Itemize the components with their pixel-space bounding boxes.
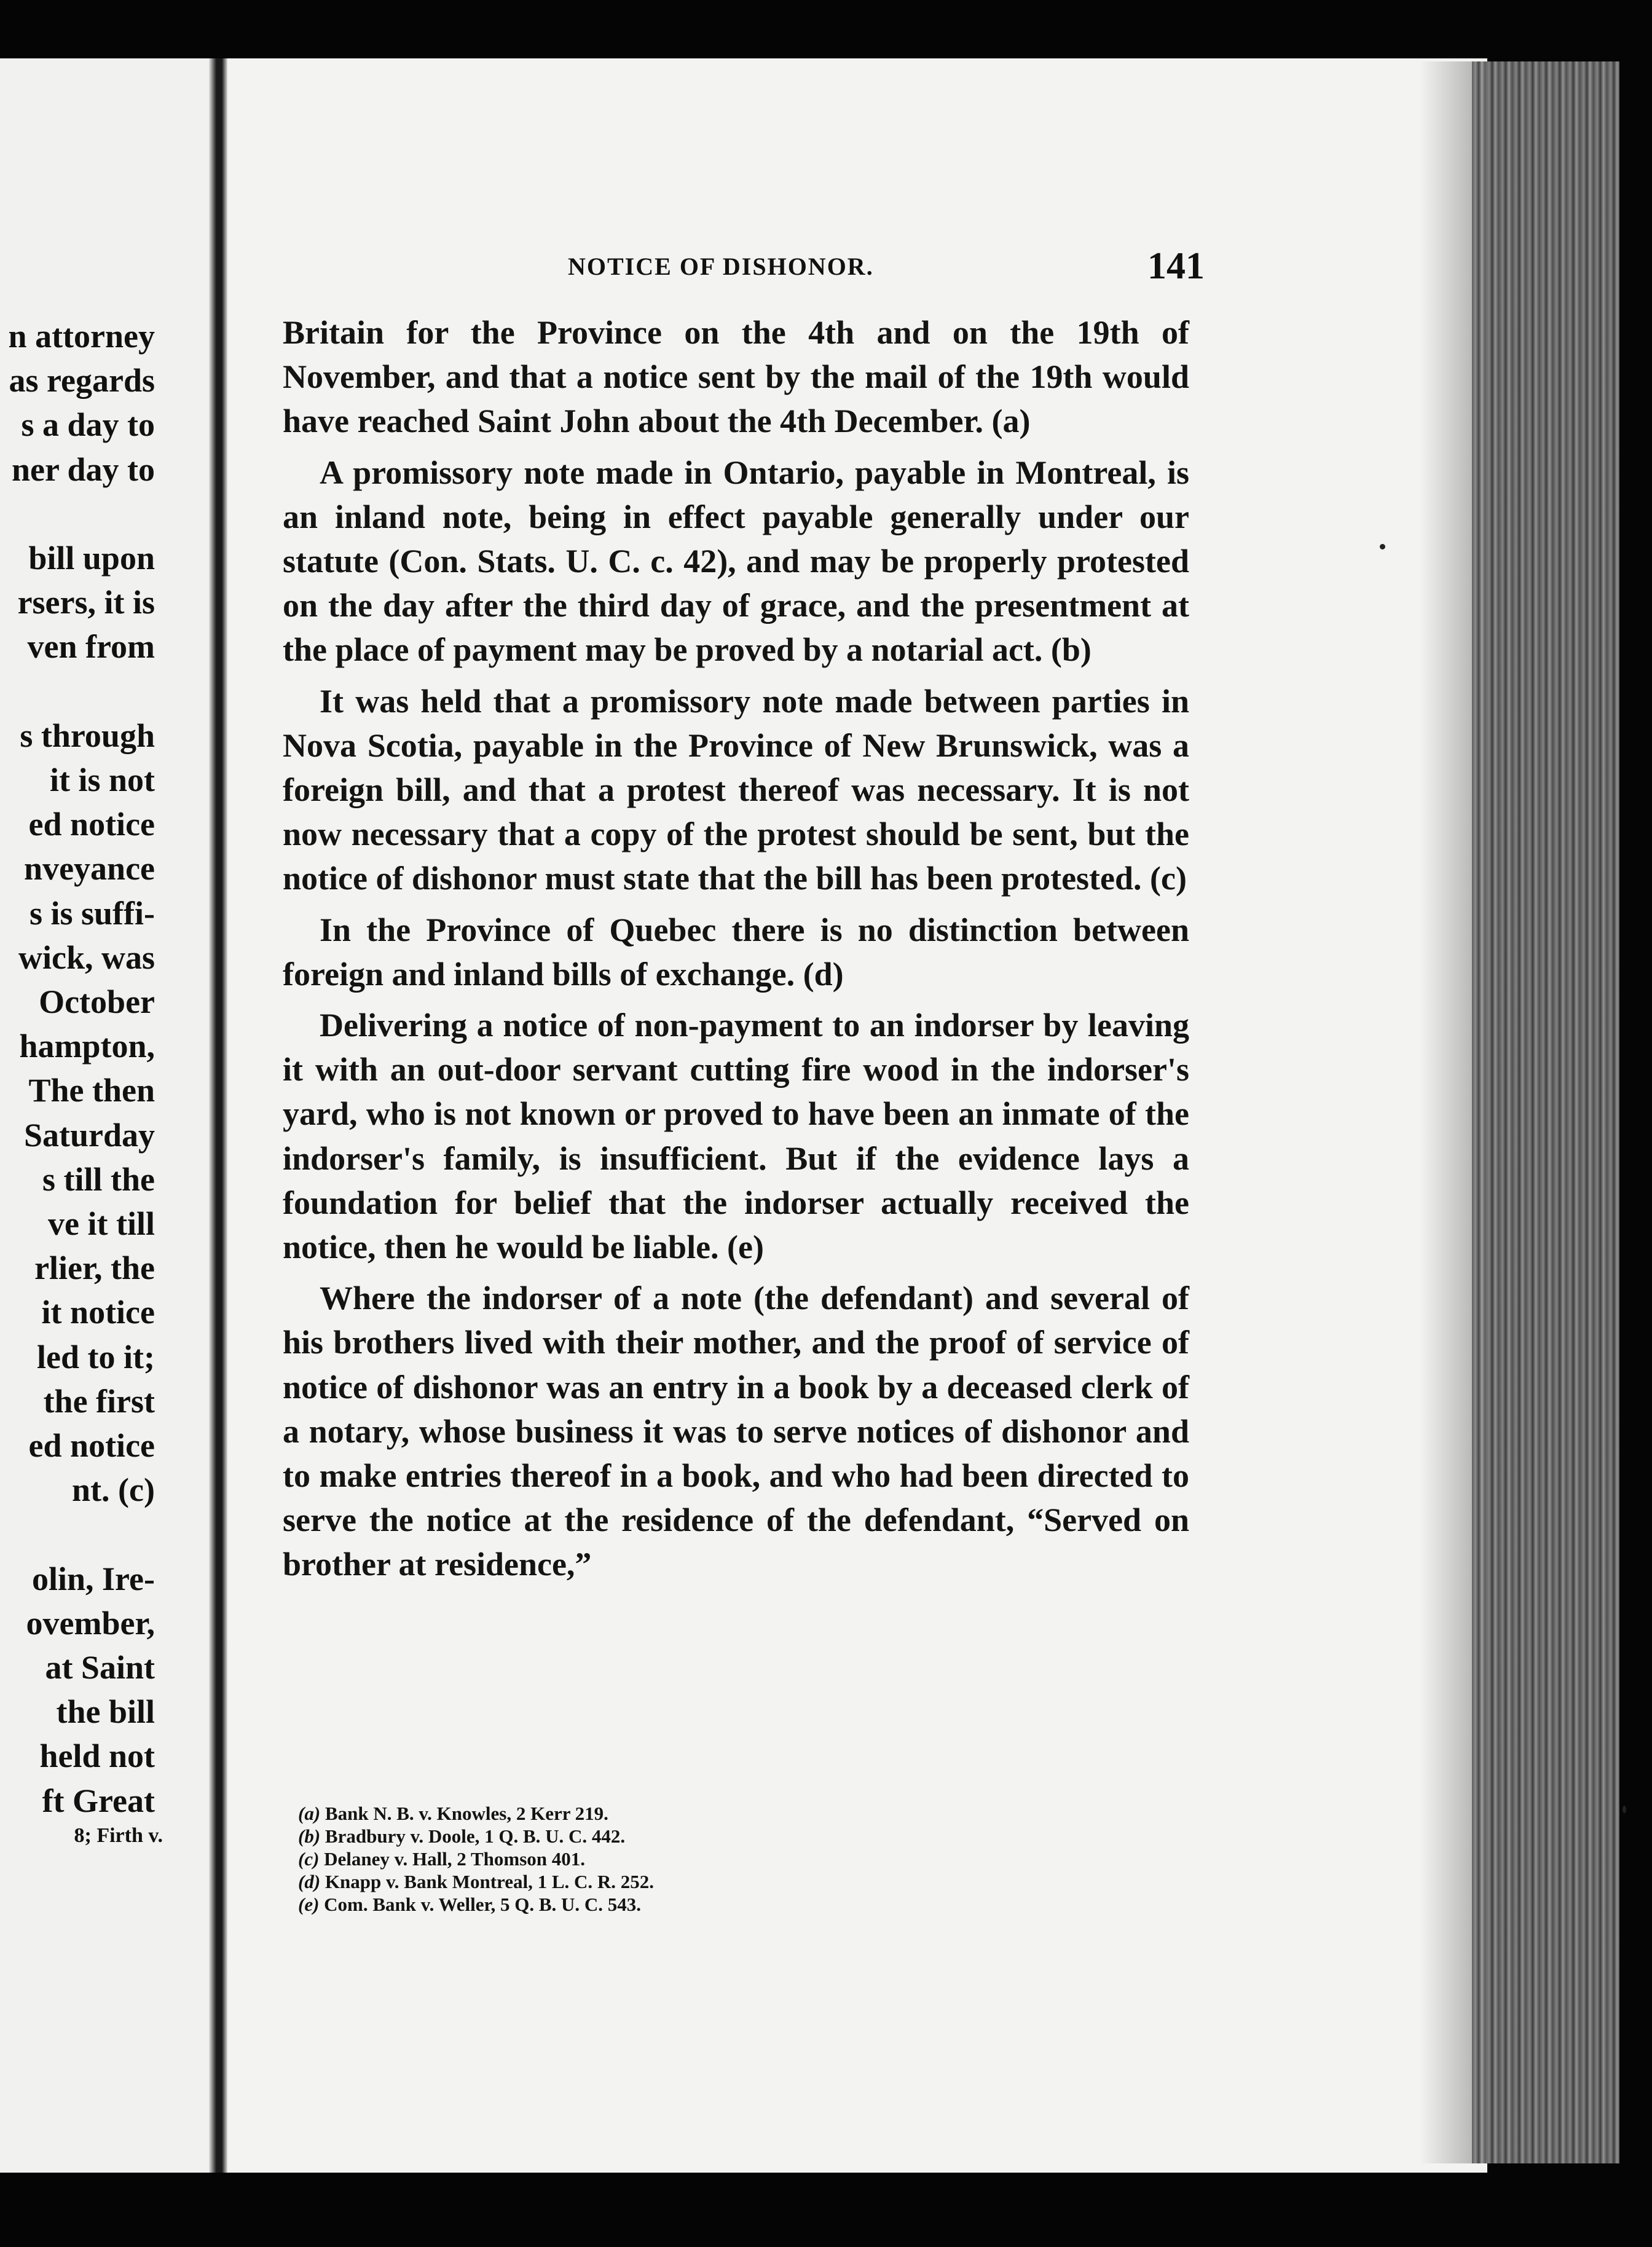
- facing-page: [0, 58, 209, 2173]
- footnote-e: [298, 1893, 1158, 1916]
- facing-page-line: wick, was: [18, 939, 155, 976]
- facing-page-line: s through: [20, 717, 155, 754]
- facing-page-line: held not: [39, 1737, 155, 1775]
- facing-page-line: ven from: [27, 628, 155, 666]
- facing-page-line: it notice: [41, 1294, 155, 1331]
- footnotes: [298, 1802, 1158, 1916]
- footnote-c: [298, 1848, 1158, 1870]
- footnote-text: Bradbury v. Doole, 1 Q. B. U. C. 442.: [324, 1825, 626, 1847]
- facing-page-line: the bill: [56, 1693, 155, 1731]
- paragraph: A promissory note made in Ontario, payable in Montreal, is an inland note, being in effect payable generally under our statute (Con. Stats. U. C. c. 42), and may be properly protested on the day after the third day of grace, and the presentment at the place of payment may be proved by a notarial act. (b): [283, 454, 1189, 669]
- footnote-mark: (a): [298, 1803, 321, 1824]
- footnote-text: Delaney v. Hall, 2 Thomson 401.: [324, 1848, 586, 1870]
- footnote-b: [298, 1825, 1158, 1848]
- facing-page-line: rsers, it is: [17, 584, 155, 621]
- running-head: NOTICE OF DISHONOR.: [568, 253, 874, 280]
- facing-page-line: ovember,: [26, 1604, 155, 1642]
- paragraph: Delivering a notice of non-payment to an indorser by leaving it with an out-door servant cutting fire wood in the indorser's yard, who is not known or proved to have been an inmate of the indorser's family, is insufficient. But if the evidence lays a foundation for belief that the indorser actually received the notice, then he would be liable. (e): [283, 1007, 1189, 1266]
- facing-page-line: s is suffi-: [29, 894, 155, 932]
- footnote-text: Com. Bank v. Weller, 5 Q. B. U. C. 543.: [324, 1894, 642, 1915]
- page-stack-edge: [1472, 61, 1619, 2163]
- facing-page-line: at Saint: [45, 1649, 155, 1686]
- footnote-text: Bank N. B. v. Knowles, 2 Kerr 219.: [324, 1803, 608, 1824]
- page-number: 141: [1147, 245, 1205, 287]
- facing-page-line: October: [39, 983, 155, 1020]
- footnote-mark: (c): [298, 1848, 320, 1870]
- facing-page-line: the first: [43, 1382, 155, 1420]
- footnote-mark: (b): [298, 1825, 321, 1847]
- facing-page-line: nveyance: [24, 850, 155, 887]
- paper-speck: [1622, 1806, 1626, 1813]
- facing-page-line: olin, Ire-: [32, 1560, 155, 1597]
- facing-page-footnote: 8; Firth v.: [74, 1824, 163, 1847]
- footnote-a: [298, 1802, 1158, 1825]
- facing-page-line: nt. (c): [72, 1471, 155, 1509]
- facing-page-line: ed notice: [28, 806, 155, 843]
- paragraph: It was held that a promissory note made between parties in Nova Scotia, payable in the Province of New Brunswick, was a foreign bill, and that a protest thereof was necessary. It is not now necessary that a copy of the protest should be sent, but the notice of dishonor must state that the bill has been protested. (c): [283, 682, 1189, 897]
- paragraph: Britain for the Province on the 4th and on the 19th of November, and that a notice sent by the mail of the 19th would have reached Saint John about the 4th December. (a): [283, 314, 1189, 440]
- facing-page-line: ed notice: [28, 1427, 155, 1464]
- facing-page-line: The then: [28, 1072, 155, 1109]
- footnote-text: Knapp v. Bank Montreal, 1 L. C. R. 252.: [324, 1871, 655, 1892]
- paragraph: In the Province of Quebec there is no distinction between foreign and inland bills of exchange. (d): [283, 911, 1189, 993]
- facing-page-line: n attorney: [8, 318, 155, 355]
- facing-page-line: Saturday: [23, 1116, 155, 1154]
- footnote-mark: (d): [298, 1871, 321, 1892]
- book-gutter: [209, 58, 227, 2173]
- facing-page-line: as regards: [9, 362, 155, 399]
- facing-page-line: bill upon: [28, 540, 155, 577]
- facing-page-line: rlier, the: [34, 1249, 155, 1287]
- facing-page-line: ner day to: [11, 451, 155, 488]
- footnote-mark: (e): [298, 1894, 320, 1915]
- facing-page-line: ve it till: [48, 1205, 155, 1242]
- facing-page-line: hampton,: [19, 1028, 155, 1065]
- facing-page-line: it is not: [49, 761, 155, 798]
- paper-speck: [1380, 544, 1385, 549]
- page-header: [227, 245, 1205, 301]
- facing-page-line: ft Great: [42, 1782, 155, 1819]
- facing-page-line: s till the: [42, 1160, 155, 1198]
- paragraph: Where the indorser of a note (the defendant) and several of his brothers lived with their mother, and the proof of service of notice of dishonor was an entry in a book by a deceased clerk of a notary, whose business it was to serve notices of dishonor and to make entries thereof in a book, and who had been directed to serve the notice at the residence of the defendant, “Served on brother at residence,”: [283, 1280, 1189, 1583]
- footnote-d: [298, 1870, 1158, 1893]
- facing-page-line: led to it;: [37, 1338, 155, 1375]
- facing-page-line: s a day to: [21, 406, 155, 444]
- body-text: [283, 310, 1189, 1594]
